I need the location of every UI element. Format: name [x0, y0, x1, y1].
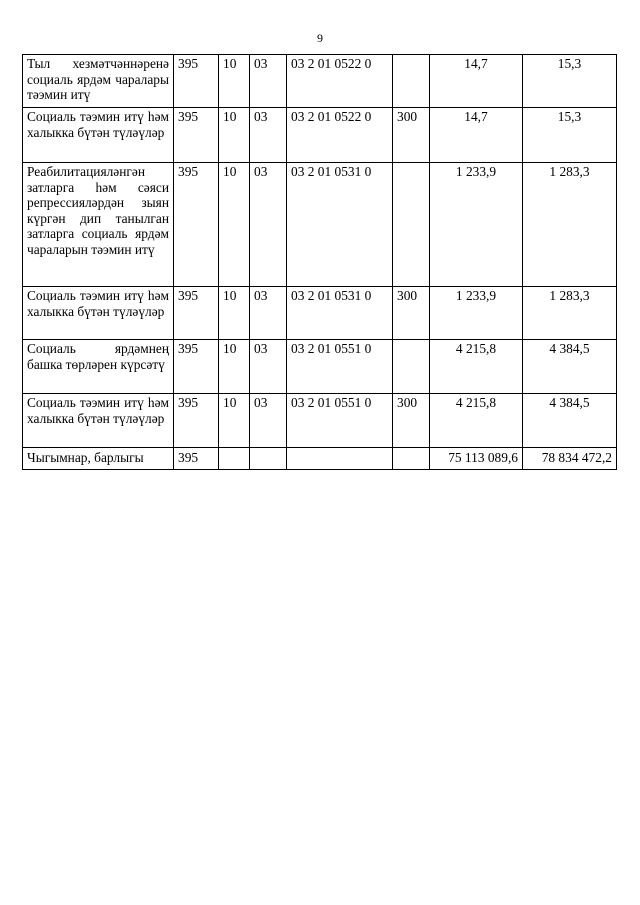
- total-amount-year2: 78 834 472,2: [523, 448, 617, 470]
- row-expense-type: 300: [393, 394, 430, 448]
- row-expense-type: 300: [393, 108, 430, 163]
- row-ved: 395: [174, 163, 219, 287]
- row-amount-year1: 4 215,8: [430, 394, 523, 448]
- row-section: 10: [219, 340, 250, 394]
- row-section: 10: [219, 163, 250, 287]
- row-target-article: 03 2 01 0531 0: [287, 287, 393, 340]
- row-amount-year1: 14,7: [430, 55, 523, 108]
- page-number: 9: [317, 31, 323, 45]
- table-total-row: [23, 448, 617, 470]
- row-expense-type: [393, 55, 430, 108]
- row-section: 10: [219, 55, 250, 108]
- row-subsection: 03: [250, 287, 287, 340]
- row-amount-year2: 1 283,3: [523, 163, 617, 287]
- row-name: Социаль тәэмин итү һәм халыкка бүтән түләүләр: [23, 394, 174, 448]
- total-target-article: [287, 448, 393, 470]
- row-amount-year1: 4 215,8: [430, 340, 523, 394]
- row-section: 10: [219, 287, 250, 340]
- row-expense-type: 300: [393, 287, 430, 340]
- total-ved: 395: [174, 448, 219, 470]
- row-target-article: 03 2 01 0522 0: [287, 55, 393, 108]
- row-subsection: 03: [250, 394, 287, 448]
- table-row: [23, 287, 617, 340]
- row-name: Социаль ярдәмнең башка төрләрен күрсәтү: [23, 340, 174, 394]
- row-target-article: 03 2 01 0551 0: [287, 340, 393, 394]
- row-subsection: 03: [250, 163, 287, 287]
- table-row: [23, 394, 617, 448]
- table-row: [23, 108, 617, 163]
- row-expense-type: [393, 340, 430, 394]
- row-name: Социаль тәэмин итү һәм халыкка бүтән түләүләр: [23, 287, 174, 340]
- row-name: Социаль тәэмин итү һәм халыкка бүтән түләүләр: [23, 108, 174, 163]
- table-row: [23, 163, 617, 287]
- row-amount-year2: 4 384,5: [523, 394, 617, 448]
- row-ved: 395: [174, 55, 219, 108]
- row-amount-year2: 4 384,5: [523, 340, 617, 394]
- row-amount-year2: 15,3: [523, 55, 617, 108]
- row-subsection: 03: [250, 55, 287, 108]
- budget-table: [22, 54, 617, 470]
- row-ved: 395: [174, 287, 219, 340]
- row-ved: 395: [174, 340, 219, 394]
- total-amount-year1: 75 113 089,6: [430, 448, 523, 470]
- total-section: [219, 448, 250, 470]
- row-amount-year1: 1 233,9: [430, 163, 523, 287]
- table-row: [23, 340, 617, 394]
- row-section: 10: [219, 394, 250, 448]
- total-subsection: [250, 448, 287, 470]
- row-amount-year2: 1 283,3: [523, 287, 617, 340]
- row-amount-year1: 1 233,9: [430, 287, 523, 340]
- row-ved: 395: [174, 394, 219, 448]
- row-target-article: 03 2 01 0551 0: [287, 394, 393, 448]
- total-expense-type: [393, 448, 430, 470]
- row-ved: 395: [174, 108, 219, 163]
- row-amount-year1: 14,7: [430, 108, 523, 163]
- row-name: Тыл хезмәтчәннәренә социаль ярдәм чаралары тәэмин итү: [23, 55, 174, 108]
- row-subsection: 03: [250, 340, 287, 394]
- row-section: 10: [219, 108, 250, 163]
- table-row: [23, 55, 617, 108]
- row-expense-type: [393, 163, 430, 287]
- row-subsection: 03: [250, 108, 287, 163]
- row-amount-year2: 15,3: [523, 108, 617, 163]
- row-target-article: 03 2 01 0522 0: [287, 108, 393, 163]
- row-target-article: 03 2 01 0531 0: [287, 163, 393, 287]
- total-name: Чыгымнар, барлыгы: [23, 448, 174, 470]
- row-name: Реабилитацияләнгән затларга һәм сәяси репрессияләрдән зыян күргән дип танылган затларга социаль ярдәм чараларын тәэмин итү: [23, 163, 174, 287]
